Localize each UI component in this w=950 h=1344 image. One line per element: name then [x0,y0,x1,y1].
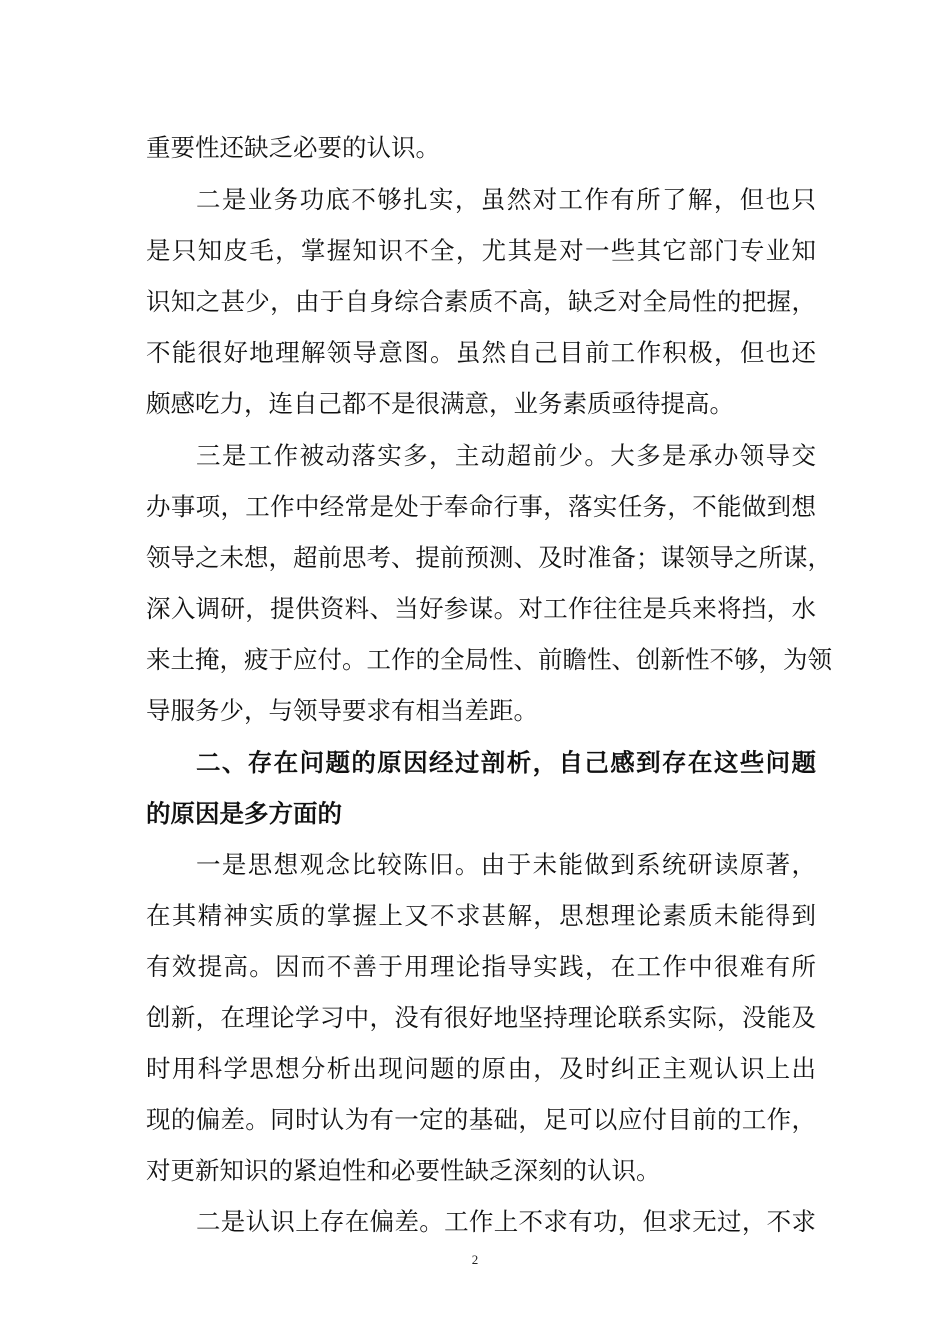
text-line-5: 不能很好地理解领导意图。虽然自己目前工作积极，但也还 [146,338,816,367]
text-line-22: 二是认识上存在偏差。工作上不求有功，但求无过，不求 [196,1207,816,1236]
text-line-20: 现的偏差。同时认为有一定的基础，足可以应付目前的工作， [146,1105,816,1134]
text-line-10: 深入调研，提供资料、当好参谋。对工作往往是兵来将挡，水 [146,594,816,623]
text-line-12: 导服务少，与领导要求有相当差距。 [146,696,538,725]
text-line-1: 重要性还缺乏必要的认识。 [146,133,440,162]
section-heading-line-1: 二、存在问题的原因经过剖析，自己感到存在这些问题 [196,748,816,777]
text-line-11: 来土掩，疲于应付。工作的全局性、前瞻性、创新性不够，为领 [146,645,832,674]
page-number: 2 [471,1252,479,1267]
text-line-9: 领导之未想，超前思考、提前预测、及时准备；谋领导之所谋， [146,543,832,572]
text-line-21: 对更新知识的紧迫性和必要性缺乏深刻的认识。 [146,1156,661,1185]
text-line-6: 颇感吃力，连自己都不是很满意，业务素质亟待提高。 [146,389,734,418]
text-line-17: 有效提高。因而不善于用理论指导实践，在工作中很难有所 [146,952,816,981]
text-line-8: 办事项，工作中经常是处于奉命行事，落实任务，不能做到想 [146,492,816,521]
text-line-7: 三是工作被动落实多，主动超前少。大多是承办领导交 [196,441,816,470]
text-line-19: 时用科学思想分析出现问题的原由，及时纠正主观认识上出 [146,1054,816,1083]
text-line-2: 二是业务功底不够扎实，虽然对工作有所了解，但也只 [196,185,816,214]
text-line-16: 在其精神实质的掌握上又不求甚解，思想理论素质未能得到 [146,901,816,930]
text-line-18: 创新，在理论学习中，没有很好地坚持理论联系实际，没能及 [146,1003,816,1032]
section-heading-line-2: 的原因是多方面的 [146,799,342,828]
text-line-15: 一是思想观念比较陈旧。由于未能做到系统研读原著， [196,850,816,879]
text-line-4: 识知之甚少，由于自身综合素质不高，缺乏对全局性的把握， [146,287,816,316]
text-line-3: 是只知皮毛，掌握知识不全，尤其是对一些其它部门专业知 [146,236,816,265]
